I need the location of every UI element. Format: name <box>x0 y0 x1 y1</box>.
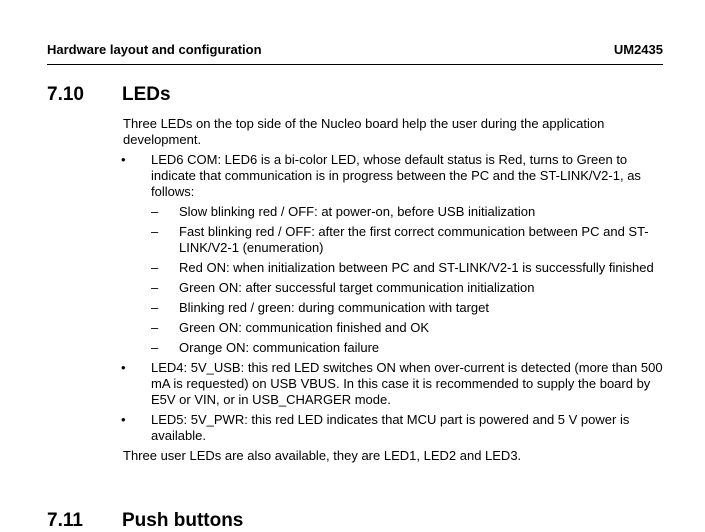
bullet-item-led5 <box>123 412 663 444</box>
dash-item <box>151 280 663 296</box>
dash-marker: – <box>151 340 159 355</box>
led-bullet-list <box>123 152 663 444</box>
bullet-marker: • <box>121 360 126 375</box>
next-section-number: 7.11 <box>47 510 83 531</box>
bullet-marker: • <box>121 152 126 167</box>
bullet-marker: • <box>121 412 126 427</box>
bullet-item-led6 <box>123 152 663 356</box>
closing-paragraph: Three user LEDs are also available, they are LED1, LED2 and LED3. <box>123 448 522 463</box>
led6-status-list <box>151 204 663 356</box>
dash-item <box>151 300 663 316</box>
section-body <box>123 116 663 464</box>
header-document-id: UM2435 <box>613 42 663 57</box>
dash-marker: – <box>151 300 159 315</box>
header-rule <box>47 64 663 65</box>
dash-text: Fast blinking red / OFF: after the first correct communication between PC and ST-LINK/V2-1 (enumeration) <box>179 224 649 255</box>
dash-item <box>151 204 663 220</box>
next-section-title: Push buttons <box>122 510 244 531</box>
dash-text: Orange ON: communication failure <box>179 340 380 355</box>
dash-item <box>151 320 663 336</box>
bullet-text: LED5: 5V_PWR: this red LED indicates that MCU part is powered and 5 V power is available. <box>151 412 630 443</box>
dash-text: Green ON: after successful target communication initialization <box>179 280 535 295</box>
bullet-item-led4 <box>123 360 663 408</box>
bullet-text: LED6 COM: LED6 is a bi-color LED, whose default status is Red, turns to Green to indicate that communication is in progress between the PC and the ST-LINK/V2-1, as follows: <box>151 152 641 199</box>
dash-marker: – <box>151 280 159 295</box>
dash-item <box>151 340 663 356</box>
dash-text: Slow blinking red / OFF: at power-on, before USB initialization <box>179 204 536 219</box>
intro-paragraph: Three LEDs on the top side of the Nucleo board help the user during the application development. <box>123 116 605 147</box>
dash-marker: – <box>151 260 159 275</box>
header-chapter-title: Hardware layout and configuration <box>47 42 262 57</box>
dash-item <box>151 224 663 256</box>
dash-text: Green ON: communication finished and OK <box>179 320 430 335</box>
dash-marker: – <box>151 224 159 239</box>
section-number: 7.10 <box>47 84 84 105</box>
running-header <box>47 42 663 62</box>
dash-item <box>151 260 663 276</box>
dash-marker: – <box>151 204 159 219</box>
dash-text: Blinking red / green: during communication with target <box>179 300 489 315</box>
bullet-text: LED4: 5V_USB: this red LED switches ON when over-current is detected (more than 500 mA is requested) on USB VBUS. In this case it is recommended to supply the board by E5V or VIN, or in USB_CHARGER mode. <box>151 360 663 407</box>
section-title: LEDs <box>122 84 171 105</box>
dash-marker: – <box>151 320 159 335</box>
dash-text: Red ON: when initialization between PC and ST-LINK/V2-1 is successfully finished <box>179 260 654 275</box>
